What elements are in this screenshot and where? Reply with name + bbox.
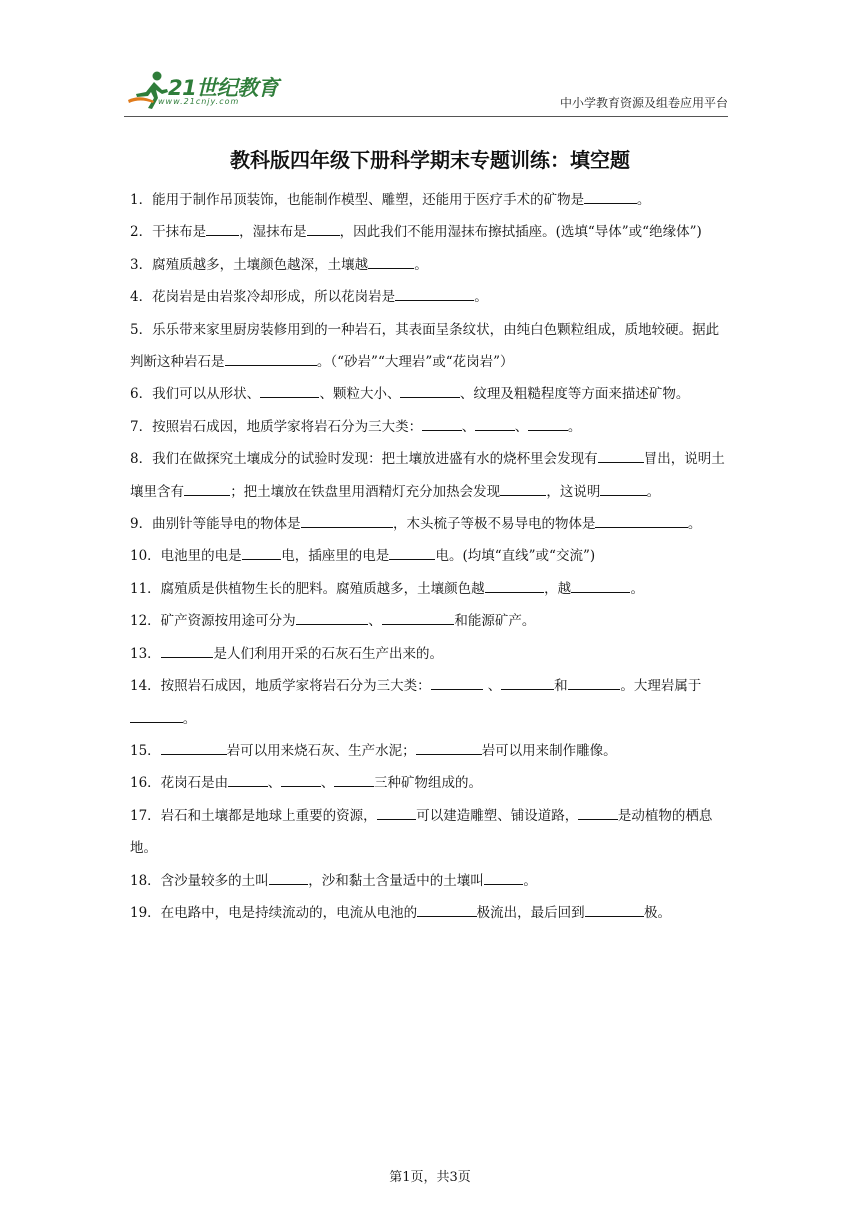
answer-blank bbox=[417, 902, 476, 917]
page-header bbox=[124, 70, 728, 117]
answer-blank bbox=[595, 513, 687, 528]
question-item: 11．腐殖质是供植物生长的肥料。腐殖质越多，土壤颜色越 ，越 。 bbox=[130, 573, 730, 605]
platform-name: 中小学教育资源及组卷应用平台 bbox=[559, 96, 728, 110]
question-list bbox=[130, 184, 730, 929]
question-item: 5．乐乐带来家里厨房装修用到的一种岩石，其表面呈条纹状，由纯白色颗粒组成，质地较硬。据此判断这种岩石是 。（“砂岩”“大理岩”或“花岗岩”） bbox=[130, 321, 720, 371]
question-item: 12．矿产资源按用途可分为 、 和能源矿产。 bbox=[130, 605, 730, 637]
question-item: 13． 是人们利用开采的石灰石生产出来的。 bbox=[130, 638, 730, 670]
answer-blank bbox=[571, 578, 630, 593]
answer-blank bbox=[416, 740, 482, 755]
answer-blank bbox=[500, 481, 546, 496]
question-item: 8．我们在做探究土壤成分的试验时发现：把土壤放进盛有水的烧杯里会发现有 冒出，说明土壤里含有 ；把土壤放在铁盘里用酒精灯充分加热会发现 ，这说明 。 bbox=[130, 443, 730, 508]
answer-blank bbox=[528, 416, 568, 431]
answer-blank bbox=[422, 416, 462, 431]
answer-blank bbox=[301, 513, 393, 528]
answer-blank bbox=[389, 545, 435, 560]
answer-blank bbox=[368, 254, 414, 269]
answer-blank bbox=[242, 545, 282, 560]
answer-blank bbox=[334, 772, 374, 787]
answer-blank bbox=[485, 578, 544, 593]
question-item: 4．花岗岩是由岩浆冷却形成，所以花岗岩是 。 bbox=[130, 281, 730, 313]
answer-blank bbox=[598, 448, 644, 463]
question-item: 16．花岗石是由 、 、 三种矿物组成的。 bbox=[130, 767, 730, 799]
page-footer: 第1页，共3页 bbox=[389, 1170, 471, 1185]
answer-blank bbox=[475, 416, 515, 431]
question-item: 6．我们可以从形状、 、颗粒大小、 、纹理及粗糙程度等方面来描述矿物。 bbox=[130, 378, 730, 410]
answer-blank bbox=[377, 805, 417, 820]
question-item: 7．按照岩石成因，地质学家将岩石分为三大类： 、 、 。 bbox=[130, 411, 730, 443]
question-item: 19．在电路中，电是持续流动的，电流从电池的 极流出，最后回到 极。 bbox=[130, 897, 730, 929]
answer-blank bbox=[382, 610, 455, 625]
answer-blank bbox=[161, 643, 214, 658]
answer-blank bbox=[584, 189, 637, 204]
question-item: 1．能用于制作吊顶装饰，也能制作模型、雕塑，还能用于医疗手术的矿物是 。 bbox=[130, 184, 730, 216]
question-item: 10．电池里的电是 电，插座里的电是 电。(均填“直线”或“交流”) bbox=[130, 540, 730, 572]
answer-blank bbox=[400, 383, 459, 398]
question-item: 2．干抹布是 ，湿抹布是 ，因此我们不能用湿抹布擦拭插座。(选填“导体”或“绝缘体”) bbox=[130, 216, 730, 248]
question-item: 18．含沙量较多的土叫 ，沙和黏土含量适中的土壤叫 。 bbox=[130, 865, 730, 897]
answer-blank bbox=[431, 675, 484, 690]
answer-blank bbox=[578, 805, 618, 820]
logo-text: 21世纪教育 bbox=[168, 76, 279, 100]
answer-blank bbox=[184, 481, 230, 496]
answer-blank bbox=[269, 870, 309, 885]
answer-blank bbox=[585, 902, 644, 917]
logo bbox=[124, 70, 294, 112]
answer-blank bbox=[225, 351, 317, 366]
question-item: 15． 岩可以用来烧石灰、生产水泥； 岩可以用来制作雕像。 bbox=[130, 735, 730, 767]
answer-blank bbox=[228, 772, 268, 787]
answer-blank bbox=[395, 286, 474, 301]
answer-blank bbox=[501, 675, 554, 690]
answer-blank bbox=[296, 610, 369, 625]
document-title: 教科版四年级下册科学期末专题训练：填空题 bbox=[230, 148, 630, 172]
question-item: 3．腐殖质越多，土壤颜色越深，土壤越 。 bbox=[130, 249, 730, 281]
answer-blank bbox=[484, 870, 524, 885]
answer-blank bbox=[307, 221, 340, 236]
question-item: 14．按照岩石成因，地质学家将岩石分为三大类： 、 和 。大理岩属于。 bbox=[130, 670, 730, 735]
question-item: 9．曲别针等能导电的物体是 ，木头梳子等极不易导电的物体是 。 bbox=[130, 508, 730, 540]
answer-blank bbox=[600, 481, 646, 496]
answer-blank bbox=[568, 675, 621, 690]
answer-blank bbox=[130, 708, 183, 723]
answer-blank bbox=[206, 221, 239, 236]
answer-blank bbox=[260, 383, 319, 398]
logo-url: www.21cnjy.com bbox=[158, 97, 240, 106]
question-item: 17．岩石和土壤都是地球上重要的资源， 可以建造雕塑、铺设道路， 是动植物的栖息地。 bbox=[130, 800, 730, 865]
answer-blank bbox=[281, 772, 321, 787]
answer-blank bbox=[161, 740, 227, 755]
